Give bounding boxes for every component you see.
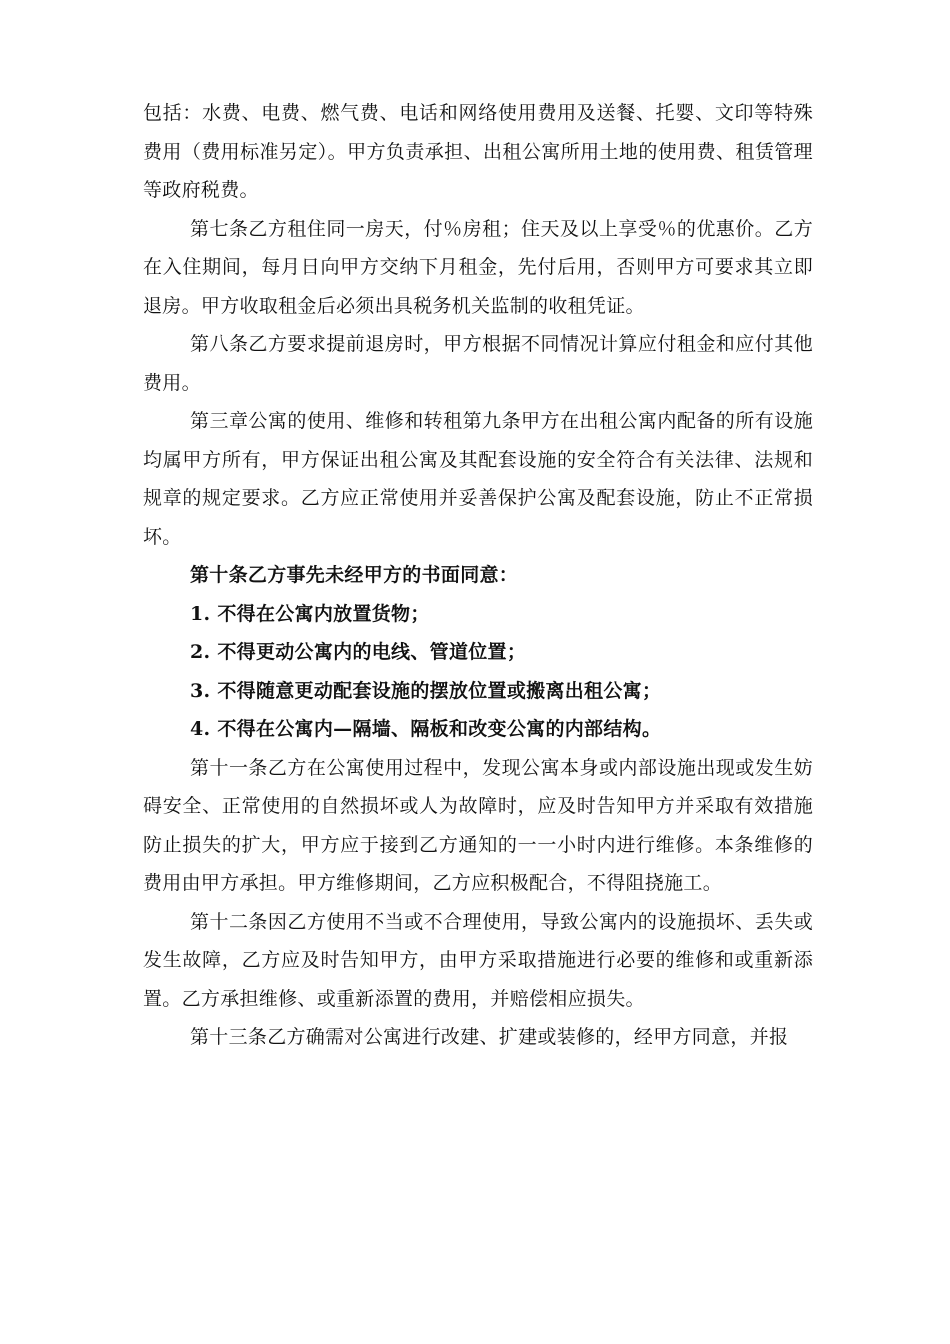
paragraph-article-12: 第十二条因乙方使用不当或不合理使用，导致公寓内的设施损坏、丢失或发生故障，乙方应及时告知甲方，由甲方采取措施进行必要的维修和或重新添置。乙方承担维修、或重新添置的费用，并赔偿相应损失。 [143,910,813,1010]
paragraph-article-8: 第八条乙方要求提前退房时，甲方根据不同情况计算应付租金和应付其他费用。 [143,333,813,394]
document-page [143,94,813,1057]
paragraph-chapter-3-article-9: 第三章公寓的使用、维修和转租第九条甲方在出租公寓内配备的所有设施均属甲方所有，甲方保证出租公寓及其配套设施的安全符合有关法律、法规和规章的规定要求。乙方应正常使用并妥善保护公寓及配套设施，防止不正常损坏。 [143,410,813,548]
article-10-item-4: 4. 不得在公寓内—隔墙、隔板和改变公寓的内部结构。 [190,718,662,740]
paragraph-fees: 包括：水费、电费、燃气费、电话和网络使用费用及送餐、托婴、文印等特殊费用（费用标准另定）。甲方负责承担、出租公寓所用土地的使用费、租赁管理等政府税费。 [143,102,813,201]
paragraph-article-7: 第七条乙方租住同一房天，付％房租；住天及以上享受％的优惠价。乙方在入住期间，每月日向甲方交纳下月租金，先付后用，否则甲方可要求其立即退房。甲方收取租金后必须出具税务机关监制的收租凭证。 [143,217,813,317]
article-10-item-3: 3. 不得随意更动配套设施的摆放位置或搬离出租公寓； [190,679,662,702]
article-10-item-2: 2. 不得更动公寓内的电线、管道位置； [190,641,527,663]
article-10-item-1: 1. 不得在公寓内放置货物； [190,602,430,625]
paragraph-article-11: 第十一条乙方在公寓使用过程中，发现公寓本身或内部设施出现或发生妨碍安全、正常使用的自然损坏或人为故障时，应及时告知甲方并采取有效措施防止损失的扩大，甲方应于接到乙方通知的一一小时内进行维修。本条维修的费用由甲方承担。甲方维修期间，乙方应积极配合，不得阻挠施工。 [143,756,813,894]
paragraph-article-13: 第十三条乙方确需对公寓进行改建、扩建或装修的，经甲方同意，并报 [190,1026,789,1048]
article-10-heading: 第十条乙方事先未经甲方的书面同意： [190,564,519,586]
